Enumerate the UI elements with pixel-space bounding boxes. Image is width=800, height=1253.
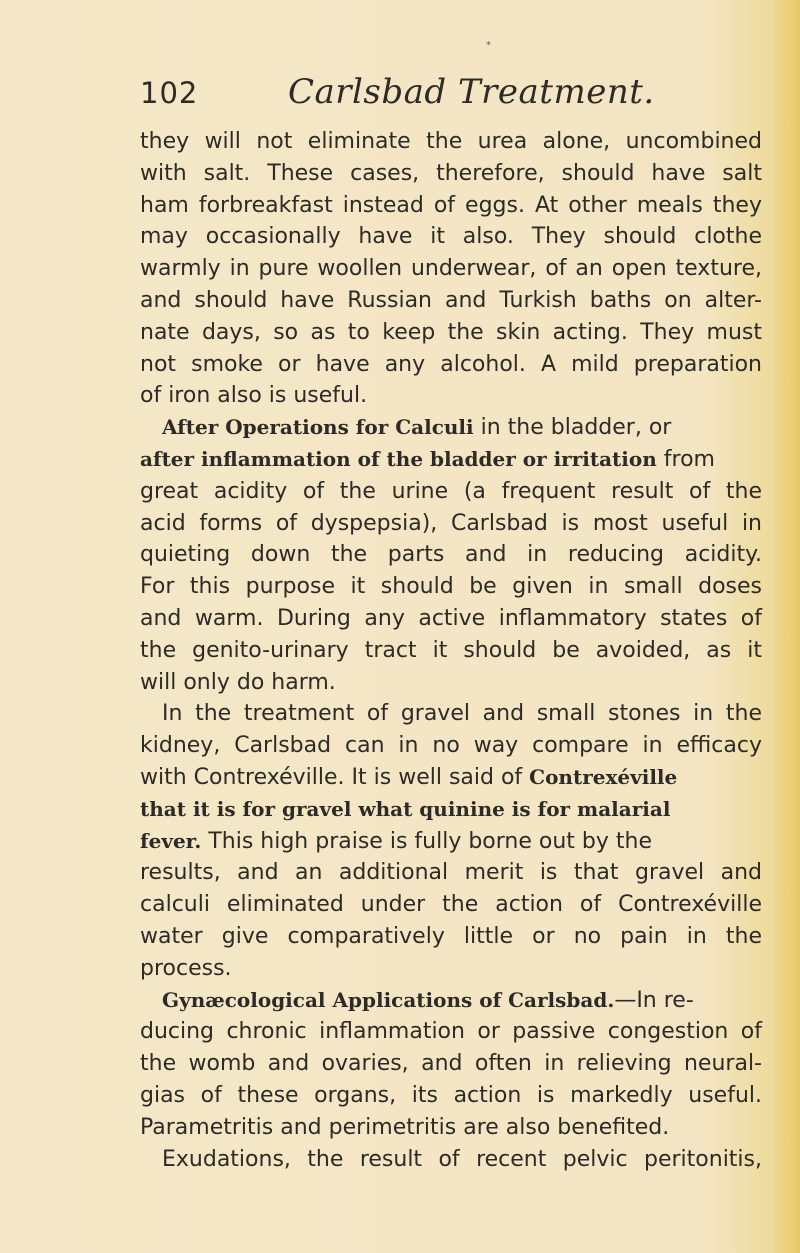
- text-line: [140, 444, 762, 476]
- section-heading: Gynæcological Applications of Carlsbad.: [162, 987, 615, 1012]
- text-line: kidney, Carlsbad can in no way compare in efficacy: [140, 733, 762, 759]
- bold-run: fever.: [140, 828, 202, 853]
- page-edge: [772, 0, 800, 1253]
- text-line: of iron also is useful.: [140, 383, 368, 409]
- bold-run: Contrexéville: [529, 764, 678, 789]
- text-line: acid forms of dyspepsia), Carlsbad is most useful in: [140, 510, 762, 536]
- section-heading-line: [140, 412, 762, 444]
- bold-run: after inflammation of the bladder or irritation: [140, 446, 657, 471]
- printer-mark: *: [486, 40, 491, 51]
- bold-run: that it is for gravel what quinine is for malarial: [140, 796, 671, 821]
- text-line: will only do harm.: [140, 669, 336, 695]
- text-line: and should have Russian and Turkish baths on alter-: [140, 287, 762, 313]
- text-line: nate days, so as to keep the skin acting. They must: [140, 319, 762, 345]
- text-line: with salt. These cases, therefore, should have salt: [140, 160, 762, 186]
- text-line: the genito-urinary tract it should be avoided, as it: [140, 637, 762, 663]
- text-line: water give comparatively little or no pain in the: [140, 923, 762, 949]
- text-line: [140, 826, 762, 858]
- text-line: [140, 794, 762, 826]
- text-line: great acidity of the urine (a frequent result of the: [140, 478, 762, 504]
- text-run: with Contrexéville. It is well said of: [140, 764, 530, 790]
- text-line: Exudations, the result of recent pelvic peritonitis,: [162, 1146, 762, 1172]
- text-line: the womb and ovaries, and often in relieving neural-: [140, 1051, 762, 1077]
- text-line: process.: [140, 955, 232, 981]
- text-line: ducing chronic inflammation or passive congestion of: [140, 1019, 762, 1045]
- text-line: warmly in pure woollen underwear, of an open texture,: [140, 256, 762, 282]
- text-line: results, and an additional merit is that gravel and: [140, 860, 762, 886]
- text-line: and warm. During any active inflammatory states of: [140, 605, 762, 631]
- section-heading-line: [140, 985, 762, 1017]
- text-line: calculi eliminated under the action of Contrexéville: [140, 892, 762, 918]
- page-number: 102: [140, 76, 199, 110]
- text-line: Parametritis and perimetritis are also benefited.: [140, 1114, 670, 1140]
- page-header: [140, 68, 760, 118]
- text-line: they will not eliminate the urea alone, uncombined: [140, 129, 762, 154]
- text-line: gias of these organs, its action is markedly useful.: [140, 1082, 762, 1108]
- text-line: not smoke or have any alcohol. A mild preparation: [140, 351, 762, 377]
- text-run: This high praise is fully borne out by the: [201, 828, 652, 854]
- text-line: may occasionally have it also. They should clothe: [140, 224, 762, 250]
- text-line: quieting down the parts and in reducing acidity.: [140, 542, 762, 568]
- text-line: In the treatment of gravel and small stones in the: [162, 701, 762, 727]
- text-run: in the bladder, or: [473, 415, 672, 441]
- section-heading: After Operations for Calculi: [162, 415, 474, 440]
- text-line: For this purpose it should be given in small doses: [140, 574, 762, 600]
- text-run: from: [656, 446, 715, 472]
- text-run: —In re-: [614, 987, 694, 1013]
- text-line: [140, 762, 762, 794]
- text-line: ham forbreakfast instead of eggs. At other meals they: [140, 192, 762, 218]
- page-body: [140, 126, 762, 1175]
- running-title: Carlsbad Treatment.: [288, 72, 655, 112]
